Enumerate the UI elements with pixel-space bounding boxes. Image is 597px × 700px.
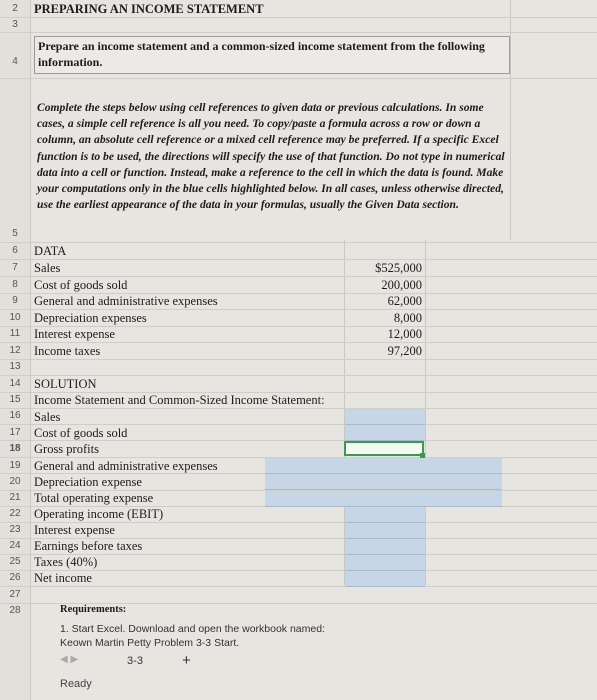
row-number[interactable]: 23 bbox=[9, 524, 21, 535]
prompt-cell[interactable]: Prepare an income statement and a common-sized income statement from the following information. bbox=[34, 36, 510, 74]
solution-label[interactable]: Cost of goods sold bbox=[34, 426, 128, 440]
row-number[interactable]: 4 bbox=[12, 56, 18, 67]
row-divider bbox=[0, 259, 597, 260]
solution-label[interactable]: Taxes (40%) bbox=[34, 555, 98, 569]
data-value[interactable]: $525,000 bbox=[375, 261, 422, 275]
input-cell-cogs[interactable] bbox=[345, 425, 425, 441]
row-divider bbox=[0, 586, 597, 587]
row-number[interactable]: 10 bbox=[9, 312, 21, 323]
row-divider bbox=[0, 408, 597, 409]
input-cell-sales[interactable] bbox=[345, 409, 425, 425]
row-number[interactable]: 13 bbox=[9, 361, 21, 372]
row-number[interactable]: 17 bbox=[9, 427, 21, 438]
solution-label[interactable]: Net income bbox=[34, 571, 92, 585]
data-label[interactable]: Interest expense bbox=[34, 327, 115, 341]
row-number[interactable]: 28 bbox=[9, 605, 21, 616]
column-divider bbox=[30, 0, 31, 700]
input-cell-interest[interactable] bbox=[345, 523, 425, 539]
sheet-title[interactable]: PREPARING AN INCOME STATEMENT bbox=[34, 2, 264, 16]
row-number[interactable]: 11 bbox=[9, 328, 21, 339]
row-number[interactable]: 15 bbox=[9, 394, 21, 405]
sheet-tab-3-3[interactable]: 3-3 bbox=[127, 655, 143, 667]
sheet-tab-bar bbox=[60, 652, 220, 670]
solution-label[interactable]: Operating income (EBIT) bbox=[34, 507, 164, 521]
row-number[interactable]: 7 bbox=[12, 262, 18, 273]
row-divider bbox=[0, 359, 597, 360]
solution-label[interactable]: Earnings before taxes bbox=[34, 539, 143, 553]
solution-label[interactable]: Depreciation expense bbox=[34, 475, 142, 489]
row-divider bbox=[0, 424, 597, 425]
row-number[interactable]: 24 bbox=[9, 540, 21, 551]
row-number[interactable]: 9 bbox=[12, 295, 18, 306]
solution-title[interactable]: Income Statement and Common-Sized Income Statement: bbox=[34, 393, 325, 407]
input-cell-ga[interactable] bbox=[265, 458, 502, 474]
data-value[interactable]: 97,200 bbox=[387, 344, 422, 358]
column-divider bbox=[425, 240, 426, 585]
row-number[interactable]: 6 bbox=[12, 245, 18, 256]
data-value[interactable]: 12,000 bbox=[387, 327, 422, 341]
row-number[interactable]: 22 bbox=[9, 508, 21, 519]
row-number[interactable]: 5 bbox=[12, 228, 18, 239]
tab-scroll-arrows-icon[interactable]: ◀ ▶ bbox=[60, 654, 79, 665]
row-number[interactable]: 2 bbox=[12, 3, 18, 14]
solution-label[interactable]: Gross profits bbox=[34, 442, 99, 456]
input-cell-ebt[interactable] bbox=[345, 539, 425, 555]
data-header[interactable]: DATA bbox=[34, 244, 67, 258]
row-number[interactable]: 18 bbox=[9, 443, 21, 454]
row-number[interactable]: 21 bbox=[9, 492, 21, 503]
row-number[interactable]: 26 bbox=[9, 572, 21, 583]
row-number[interactable]: 16 bbox=[9, 410, 21, 421]
input-cell-total-opex[interactable] bbox=[265, 491, 502, 507]
data-label[interactable]: General and administrative expenses bbox=[34, 294, 218, 308]
data-value[interactable]: 62,000 bbox=[387, 294, 422, 308]
status-bar: Ready bbox=[60, 678, 92, 690]
row-number[interactable]: 20 bbox=[9, 476, 21, 487]
row-number[interactable]: 14 bbox=[9, 378, 21, 389]
input-cell-ebit[interactable] bbox=[345, 507, 425, 523]
data-label[interactable]: Income taxes bbox=[34, 344, 101, 358]
data-label[interactable]: Sales bbox=[34, 261, 61, 275]
row-divider bbox=[0, 309, 597, 310]
row-number[interactable]: 12 bbox=[9, 345, 21, 356]
add-sheet-icon[interactable]: + bbox=[182, 652, 191, 669]
row-number[interactable]: 19 bbox=[9, 460, 21, 471]
row-number[interactable]: 8 bbox=[12, 279, 18, 290]
solution-label[interactable]: General and administrative expenses bbox=[34, 459, 218, 473]
data-label[interactable]: Cost of goods sold bbox=[34, 278, 128, 292]
input-cell-taxes[interactable] bbox=[345, 555, 425, 571]
requirements-line: 1. Start Excel. Download and open the workbook named: bbox=[60, 623, 325, 635]
data-label[interactable]: Depreciation expenses bbox=[34, 311, 147, 325]
requirements-line: Keown Martin Petty Problem 3-3 Start. bbox=[60, 637, 240, 649]
data-value[interactable]: 8,000 bbox=[393, 311, 422, 325]
instructions-cell[interactable]: Complete the steps below using cell references to given data or previous calculations. In some cases, a simple cell reference is all you need. To copy/paste a formula across a row or down a column, an absolute cell reference or a mixed cell reference may be preferred. If a specific Excel function is to be used, the directions will specify the use of that function. Do not type in numerical data into a cell or function. Instead, make a reference to the cell in which the data is found. Make your computations only in the blue cells highlighted below. In all cases, unless otherwise directed, use the earliest appearance of the data in your formulas, usually the Given Data section. bbox=[37, 101, 505, 212]
row-divider bbox=[0, 375, 597, 376]
row-number[interactable]: 25 bbox=[9, 556, 21, 567]
row-number[interactable]: 3 bbox=[12, 19, 18, 30]
row-divider bbox=[0, 276, 597, 277]
column-divider bbox=[510, 0, 511, 240]
solution-label[interactable]: Total operating expense bbox=[34, 491, 154, 505]
solution-header[interactable]: SOLUTION bbox=[34, 377, 97, 391]
row-divider bbox=[0, 242, 597, 243]
row-divider bbox=[0, 78, 597, 79]
solution-label[interactable]: Interest expense bbox=[34, 523, 115, 537]
selected-cell-gross-profits[interactable] bbox=[344, 441, 424, 456]
row-number[interactable]: 27 bbox=[9, 589, 21, 600]
row-divider bbox=[0, 32, 597, 33]
input-cell-net-income[interactable] bbox=[345, 571, 425, 587]
input-cell-depreciation[interactable] bbox=[265, 474, 502, 490]
solution-label[interactable]: Sales bbox=[34, 410, 61, 424]
requirements-title[interactable]: Requirements: bbox=[60, 604, 127, 615]
data-value[interactable]: 200,000 bbox=[381, 278, 422, 292]
fill-handle[interactable] bbox=[420, 453, 425, 458]
row-divider bbox=[0, 342, 597, 343]
row-divider bbox=[0, 17, 597, 18]
